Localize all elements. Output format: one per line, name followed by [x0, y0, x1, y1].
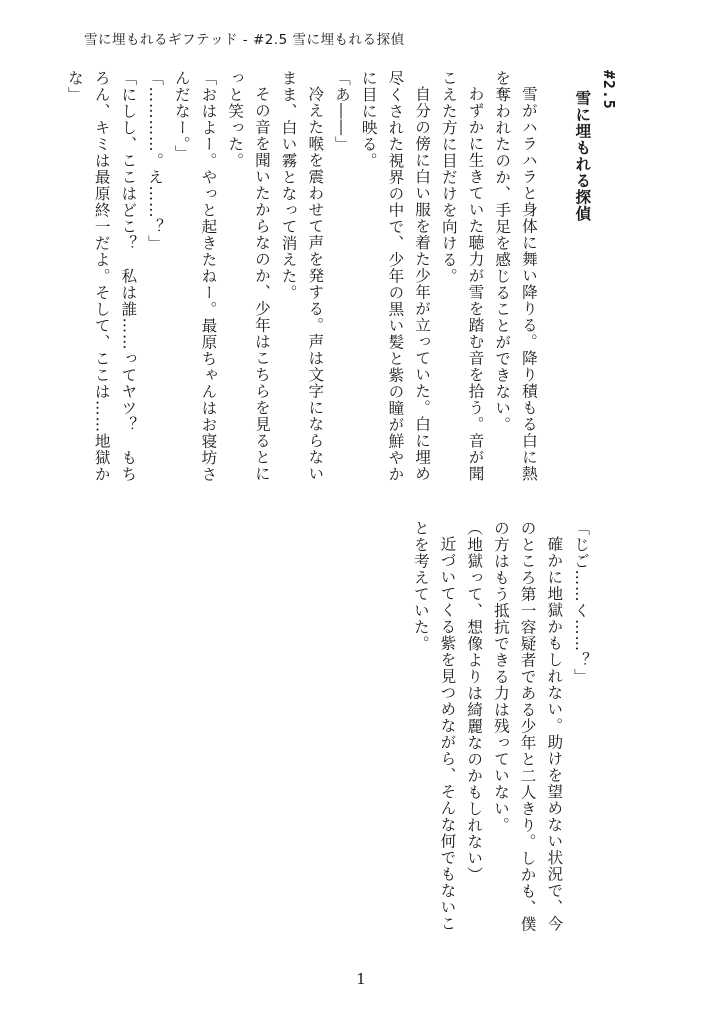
text-block-lower: [407, 520, 594, 945]
paragraph: 近づいてくる紫を見つめながら、そんな何でもないことを考えていた。: [411, 520, 457, 932]
paragraph: 自分の傍に白い服を着た少年が立っていた。白に埋め尽くされた視界の中で、少年の黒い髪と紫の瞳が鮮やかに目に映る。: [359, 70, 432, 483]
paragraph: その音を聞いたからなのか、少年はこちらを見るとにっと笑った。: [226, 70, 271, 482]
thought-line: （地獄って、想像よりは綺麗なのかもしれない）: [465, 520, 484, 883]
blank-line: [542, 70, 569, 495]
dialogue-line: 「にしし、ここはどこ？ 私は誰……ってヤツ？ もちろん、キミは最原終一だよ。そして、ここは……地獄かな」: [65, 70, 138, 483]
paragraph: 冷えた喉を震わせて声を発する。声は文字にならないまま、白い霧となって消えた。: [279, 70, 325, 482]
dialogue-line: 「おはよー。やっと起きたねー。最原ちゃんはお寝坊さんだなー。」: [172, 70, 218, 483]
chapter-title: 雪に埋もれる探偵: [573, 90, 592, 222]
text-block-upper: [61, 70, 622, 495]
paragraph: 確かに地獄かもしれない。助けを望めない状況で、今のところ第一容疑者である少年と二人きり。しかも、僕の方はもう抵抗できる力は残っていない。: [491, 520, 564, 933]
page-number: 1: [356, 970, 366, 988]
chapter-number: #2.5: [600, 70, 618, 110]
dialogue-line: 「…………。え……？」: [146, 70, 165, 252]
paragraph: 雪がハラハラと身体に舞い降りる。降り積もる白に熱を奪われたのか、手足を感じることができない。: [493, 70, 538, 482]
dialogue-line: 「じご……く……？」: [572, 520, 590, 685]
dialogue-line: 「あ――」: [332, 70, 351, 153]
running-header: 雪に埋もれるギフテッド - #2.5 雪に埋もれる探偵: [84, 32, 405, 48]
paragraph: わずかに生きていた聴力が雪を踏む音を拾う。音が聞こえた方に目だけを向ける。: [439, 70, 485, 482]
